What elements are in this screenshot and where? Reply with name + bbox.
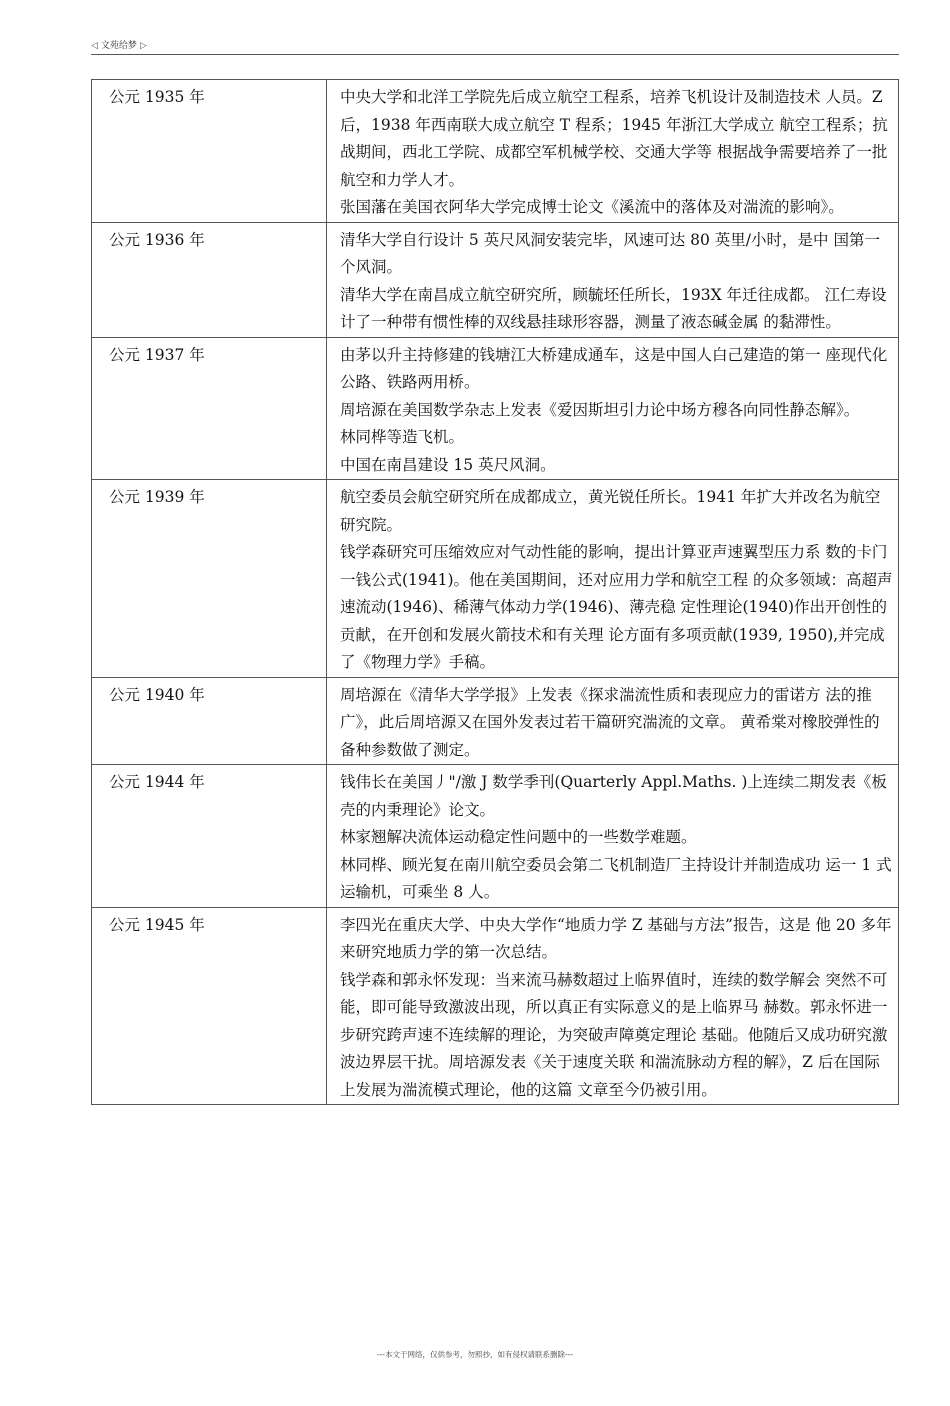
- event-cell: [327, 222, 899, 337]
- event-paragraph: 周培源在《清华大学学报》上发表《探求湍流性质和表现应力的雷诺方 法的推广》，此后周培源又在国外发表过若干篇研究湍流的文章。 黄希棠对橡胶弹性的备种参数做了测定。: [340, 685, 880, 759]
- event-paragraph: 航空委员会航空研究所在成都成立，黄光锐任所长。1941 年扩大并改名为航空研究院。: [340, 488, 881, 534]
- event-cell: [327, 480, 899, 678]
- event-paragraph: 由茅以升主持修建的钱塘江大桥建成通车，这是中国人白己建造的第一 座现代化公路、铁路两用桥。: [340, 345, 888, 391]
- event-paragraph: 张国藩在美国衣阿华大学完成博士论文《溪流中的落体及对湍流的影响》。: [340, 198, 844, 216]
- event-paragraph: 中国在南昌建设 15 英尺风洞。: [340, 455, 556, 474]
- table-row: [92, 765, 899, 908]
- chronology-table-body: [92, 80, 899, 1105]
- event-paragraph: 林家翘解决流体运动稳定性问题中的一些数学难题。: [340, 828, 697, 846]
- event-paragraph: 钱学森研究可压缩效应对气动性能的影响，提出计算亚声速翼型压力系 数的卡门一钱公式(1941)。他在美国期间，还对应用力学和航空工程 的众多领域：高超声速流动(1946)、稀薄气体动力学(1946)、薄壳稳 定性理论(1940)作出开创性的贡献，在开创和发展火箭技术和有关理 论方面有多项贡献(1939, 1950),并完成了《物理力学》手稿。: [340, 543, 893, 671]
- year-cell: 公元 1936 年: [92, 222, 327, 337]
- table-row: [92, 337, 899, 480]
- year-cell: 公元 1939 年: [92, 480, 327, 678]
- event-paragraph: 林同桦、顾光复在南川航空委员会第二飞机制造厂主持设计并制造成功 运一 1 式运输机，可乘坐 8 人。: [340, 855, 892, 901]
- table-row: [92, 907, 899, 1105]
- year-cell: 公元 1940 年: [92, 677, 327, 765]
- right-triangle-icon: ▷: [139, 41, 147, 51]
- event-paragraph: 中央大学和北洋工学院先后成立航空工程系，培养飞机设计及制造技术 人员。Z 后，1938 年西南联大成立航空 T 程系；1945 年浙江大学成立 航空工程系；抗战期间，西北工学院、成都空军机械学校、交通大学等 根据战争需要培养了一批航空和力学人才。: [340, 88, 888, 189]
- table-row: [92, 80, 899, 223]
- year-cell: 公元 1944 年: [92, 765, 327, 908]
- event-paragraph: 清华大学在南昌成立航空研究所，顾毓坯任所长，193X 年迁往成都。 江仁寿设计了一种带有惯性棒的双线悬挂球形容器，测量了液态碱金属 的黏滞性。: [340, 285, 887, 331]
- year-cell: 公元 1935 年: [92, 80, 327, 223]
- event-paragraph: 李四光在重庆大学、中央大学作“地质力学 Z 基础与方法”报告，这是 他 20 多年来研究地质力学的第一次总结。: [340, 915, 892, 961]
- event-cell: [327, 80, 899, 223]
- table-row: [92, 677, 899, 765]
- year-cell: 公元 1937 年: [92, 337, 327, 480]
- left-triangle-icon: ◁: [91, 41, 98, 51]
- event-paragraph: 钱伟长在美国丿"/激 J 数学季刊(Quarterly Appl.Maths. )上连续二期发表《板 壳的内秉理论》论文。: [340, 773, 887, 819]
- page-header: [91, 40, 899, 55]
- year-cell: 公元 1945 年: [92, 907, 327, 1105]
- page-footer: ---本文于网络，仅供参考，勿照抄，如有侵权请联系删除---: [376, 1350, 574, 1359]
- event-cell: [327, 677, 899, 765]
- table-row: [92, 480, 899, 678]
- event-paragraph: 周培源在美国数学杂志上发表《爱因斯坦引力论中场方穆各向同性静态解》。: [340, 400, 860, 419]
- event-paragraph: 钱学森和郭永怀发现：当来流马赫数超过上临界值时，连续的数学解会 突然不可能，即可能导致激波出现，所以真正有实际意义的是上临界马 赫数。郭永怀进一步研究跨声速不连续解的理论，为突破声障奠定理论 基础。他随后又成功研究激波边界层干扰。周培源发表《关于速度关联 和湍流脉动方程的解》，Z 后在国际上发展为湍流模式理论，他的这篇 文章至今仍被引用。: [340, 970, 888, 1099]
- event-cell: [327, 907, 899, 1105]
- event-cell: [327, 337, 899, 480]
- table-row: [92, 222, 899, 337]
- header-title: 文苑给梦: [100, 41, 137, 51]
- event-paragraph: 林同桦等造飞机。: [340, 428, 465, 446]
- event-paragraph: 清华大学自行设计 5 英尺风洞安装完毕，风速可达 80 英里/小时，是中 国第一个风洞。: [340, 230, 880, 276]
- event-cell: [327, 765, 899, 908]
- chronology-table: [91, 79, 899, 1105]
